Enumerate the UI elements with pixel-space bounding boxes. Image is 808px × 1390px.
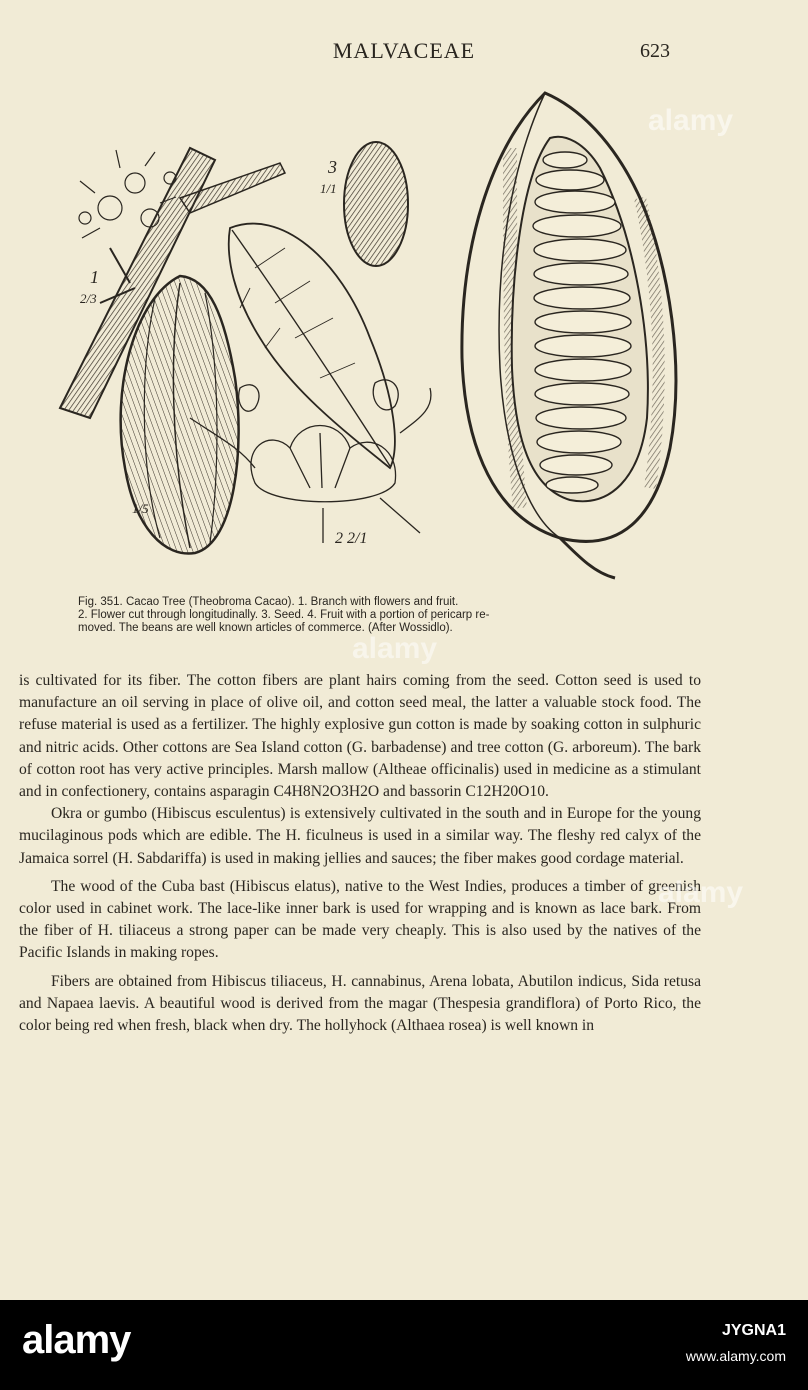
paragraph: Fibers are obtained from Hibiscus tiliaceus, H. cannabinus, Arena lobata, Abutilon indicus, Sida retusa and Napaea laevis. A beautiful wood is derived from the magar (Thespesia grandiflora) of Porto Rico, the color being red when fresh, black when dry. The hollyhock (Althaea rosea) is well known in	[19, 972, 701, 1035]
paragraph: is cultivated for its fiber. The cotton fibers are plant hairs coming from the seed. Cotton seed is used to manufacture an oil serving in place of olive oil, and cotton seed meal, the latter a valuable stock food. The refuse material is used as a fertilizer. The highly explosive gun cotton is made by soaking cotton in sulphuric and nitric acids. Other cottons are Sea Island cotton (G. barbadense) and tree cotton (G. arboreum). The bark of cotton root has very active principles. Marsh mallow (Altheae officinalis) used in medicine as a stimulant and in confectionery, contains asparagin C4H8N2O3H2O and bassorin C12H20O10.	[19, 672, 701, 801]
running-header-title: MALVACEAE	[332, 38, 476, 63]
caption-line: Fig. 351. Cacao Tree (Theobroma Cacao). 1. Branch with flowers and fruit.	[78, 596, 459, 608]
figure-caption	[78, 596, 703, 635]
cacao-illustration	[40, 88, 740, 588]
seed-drawing	[344, 142, 408, 266]
figure-label-1: 1	[90, 267, 99, 287]
page-number: 623	[640, 40, 670, 62]
site-url: www.alamy.com	[685, 1348, 786, 1364]
figure-label-1-5: 1/5	[132, 501, 149, 516]
paragraph: The wood of the Cuba bast (Hibiscus elatus), native to the West Indies, produces a timber of greenish color used in cabinet work. The lace-like inner bark is used for wrapping and is known as lace bark. From the fiber of H. tiliaceus a strong paper can be made very cheaply. This is also used by the natives of the Pacific Islands in making ropes.	[19, 877, 701, 962]
watermark: alamy	[648, 104, 734, 137]
stock-footer-banner	[0, 1300, 808, 1390]
brand-logo: alamy	[22, 1318, 131, 1362]
caption-line: moved. The beans are well known articles of commerce. (After Wossidlo).	[78, 622, 453, 634]
figure-label-3: 3	[328, 157, 337, 177]
opened-fruit-drawing	[462, 93, 676, 578]
watermark: alamy	[352, 632, 438, 665]
figure-label-2-3: 2/3	[80, 291, 97, 306]
body-text	[19, 670, 701, 1037]
figure-label-2: 2 2/1	[335, 530, 368, 547]
paragraph: Okra or gumbo (Hibiscus esculentus) is extensively cultivated in the south and in Europe for the young mucilaginous pods which are edible. The H. ficulneus is used in a similar way. The fleshy red calyx of the Jamaica sorrel (H. Sabdariffa) is used in making jellies and sauces; the fiber makes good cordage material.	[19, 805, 701, 867]
watermark: alamy	[658, 876, 744, 909]
figure-label-1-1: 1/1	[320, 181, 337, 196]
caption-line: 2. Flower cut through longitudinally. 3. Seed. 4. Fruit with a portion of pericarp re-	[78, 609, 490, 621]
image-id: JYGNA1	[721, 1322, 786, 1339]
